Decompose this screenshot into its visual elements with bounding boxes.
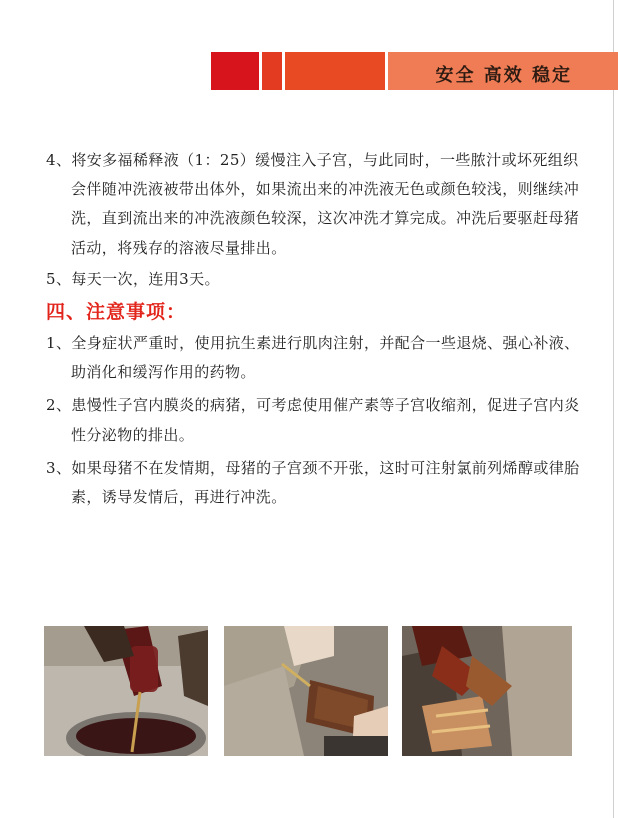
banner-block-orange [285,52,385,90]
photo-strip [44,626,574,758]
banner-block-orange-narrow [262,52,282,90]
step-4-paragraph: 4、将安多福稀释液（1：25）缓慢注入子宫，与此同时，一些脓汁或坏死组织会伴随冲洗液被带出体外，如果流出来的冲洗液无色或颜色较浅，则继续冲洗，直到流出来的冲洗液颜色较深，这次冲洗才算完成。冲洗后要驱赶母猪活动，将残存的溶液尽量排出。 [46,151,580,257]
step-5-paragraph: 5、每天一次，连用3天。 [46,269,220,288]
precaution-item-2: 2、患慢性子宫内膜炎的病猪，可考虑使用催产素等子宫收缩剂，促进子宫内炎性分泌物的排出。 [46,396,580,444]
photo-catheter-in-sow [402,626,572,756]
banner-block-red [211,52,259,90]
precaution-item-3: 3、如果母猪不在发情期，母猪的子宫颈不开张，这时可注射氯前列烯醇或律胎素，诱导发情后，再进行冲洗。 [46,458,580,507]
photo-bottle-over-bucket [44,626,208,756]
page-edge-rule [613,0,614,818]
banner-slogan: 安全 高效 稳定 [435,65,572,86]
document-body [46,146,582,512]
precaution-item-1: 1、全身症状严重时，使用抗生素进行肌肉注射，并配合一些退烧、强心补液、助消化和缓泻作用的药物。 [46,334,580,382]
photo-infusion-bottle-on-sow [224,626,388,756]
header-banner [211,52,618,90]
section-heading-precautions: 四、注意事项： [46,301,187,324]
